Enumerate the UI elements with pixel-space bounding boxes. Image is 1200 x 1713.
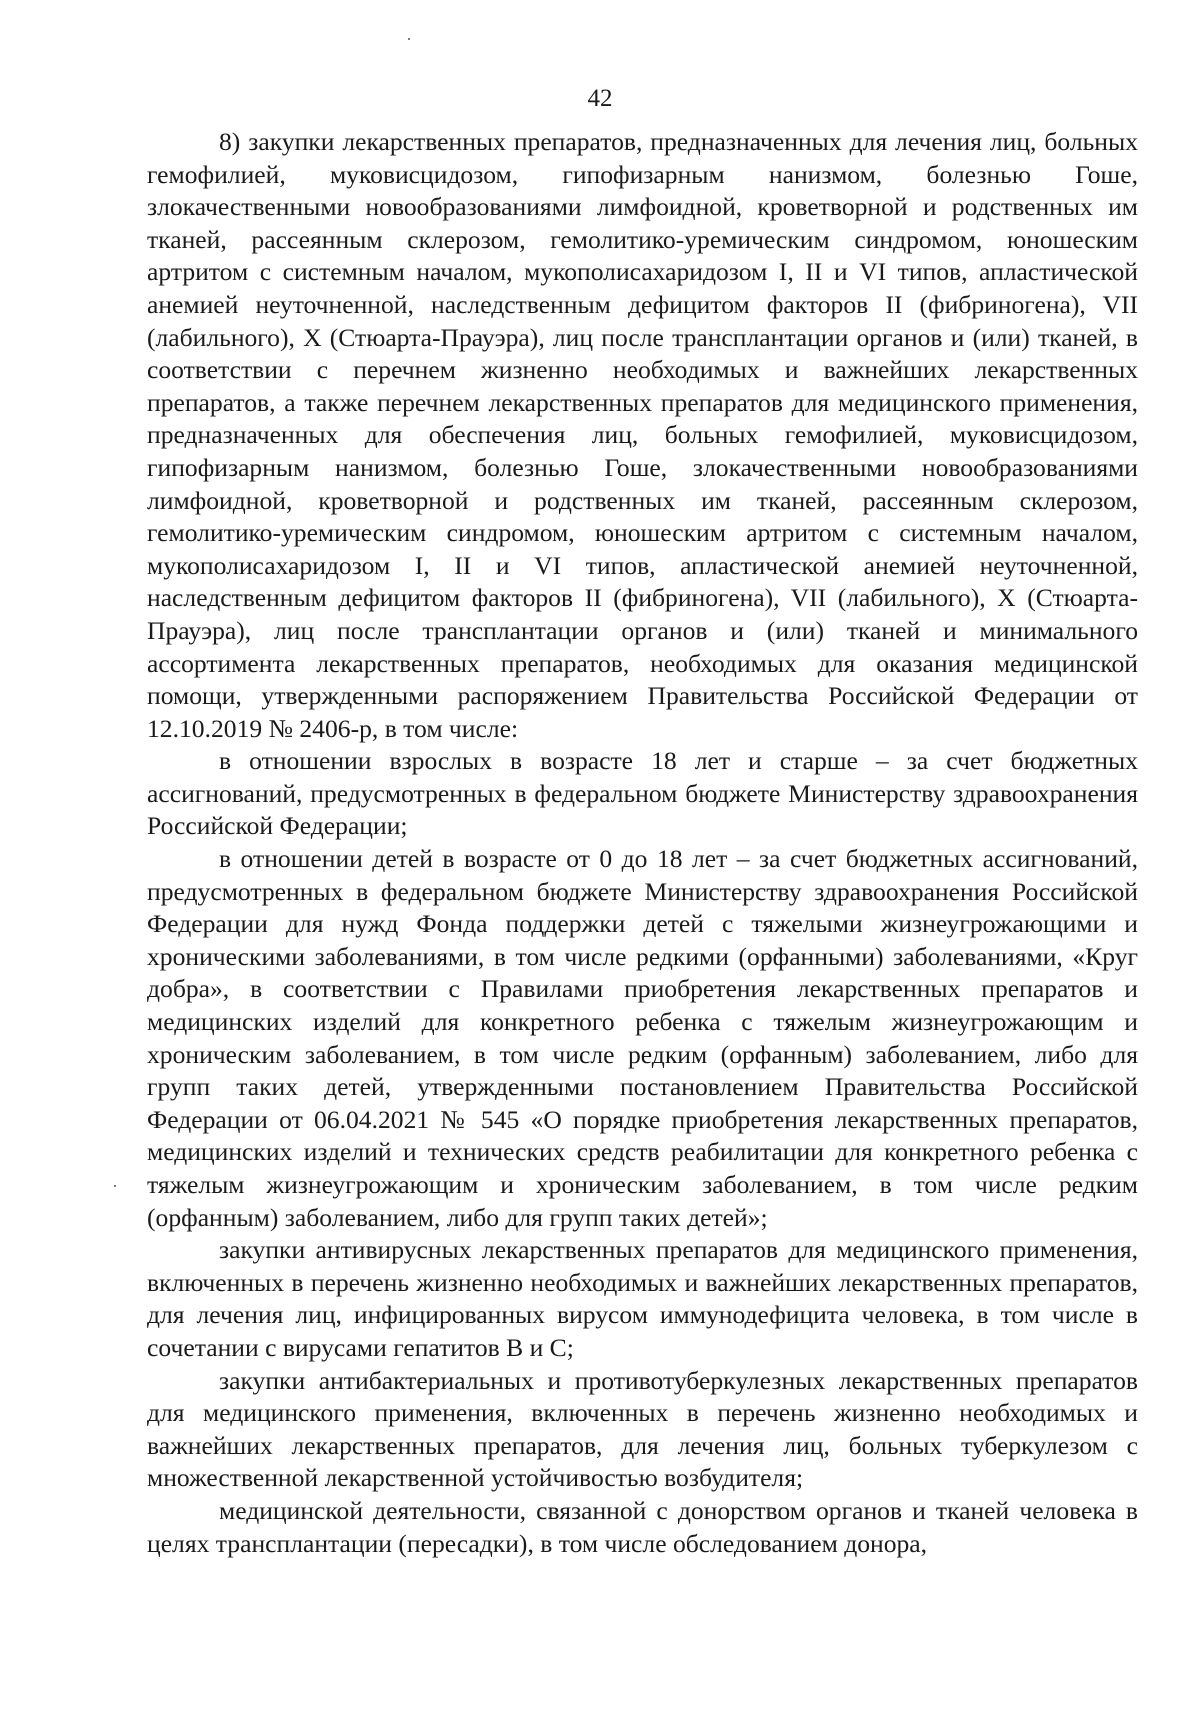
scan-speck — [114, 1185, 116, 1187]
scan-speck — [408, 38, 410, 40]
paragraph: в отношении детей в возрасте от 0 до 18 лет – за счет бюджетных ассигнований, предусмотренных в федеральном бюджете Министерству здравоохранения Российской Федерации для нужд Фонда поддержки детей с тяжелыми жизнеугрожающими и хроническими заболеваниями, в том числе редкими (орфанными) заболеваниями, «Круг добра», в соответствии с Правилами приобретения лекарственных препаратов и медицинских изделий для конкретного ребенка с тяжелым жизнеугрожающим и хроническим заболеванием, в том числе редким (орфанным) заболеванием, либо для групп таких детей, утвержденными постановлением Правительства Российской Федерации от 06.04.2021 № 545 «О порядке приобретения лекарственных препаратов, медицинских изделий и технических средств реабилитации для конкретного ребенка с тяжелым жизнеугрожающим и хроническим заболеванием, в том числе редким (орфанным) заболеванием, либо для групп таких детей»; — [147, 844, 1138, 1232]
paragraph: медицинской деятельности, связанной с донорством органов и тканей человека в целях трансплантации (пересадки), в том числе обследованием донора, — [147, 1495, 1138, 1558]
paragraph: закупки антивирусных лекарственных препаратов для медицинского применения, включенных в перечень жизненно необходимых и важнейших лекарственных препаратов, для лечения лиц, инфицированных вирусом иммунодефицита человека, в том числе в сочетании с вирусами гепатитов B и C; — [147, 1235, 1138, 1362]
page-number: 42 — [587, 85, 613, 112]
paragraph: в отношении взрослых в возрасте 18 лет и старше – за счет бюджетных ассигнований, предусмотренных в федеральном бюджете Министерству здравоохранения Российской Федерации; — [147, 746, 1138, 841]
paragraph: 8) закупки лекарственных препаратов, предназначенных для лечения лиц, больных гемофилией, муковисцидозом, гипофизарным нанизмом, болезнью Гоше, злокачественными новообразованиями лимфоидной, кроветворной и родственных им тканей, рассеянным склерозом, гемолитико-уремическим синдромом, юношеским артритом с системным началом, мукополисахаридозом I, II и VI типов, апластической анемией неуточненной, наследственным дефицитом факторов II (фибриногена), VII (лабильного), X (Стюарта-Прауэра), лиц после трансплантации органов и (или) тканей, в соответствии с перечнем жизненно необходимых и важнейших лекарственных препаратов, а также перечнем лекарственных препаратов для медицинского применения, предназначенных для обеспечения лиц, больных гемофилией, муковисцидозом, гипофизарным нанизмом, болезнью Гоше, злокачественными новообразованиями лимфоидной, кроветворной и родственных им тканей, рассеянным склерозом, гемолитико-уремическим синдромом, юношеским артритом с системным началом, мукополисахаридозом I, II и VI типов, апластической анемией неуточненной, наследственным дефицитом факторов II (фибриногена), VII (лабильного), X (Стюарта-Прауэра), лиц после трансплантации органов и (или) тканей и минимального ассортимента лекарственных препаратов, необходимых для оказания медицинской помощи, утвержденными распоряжением Правительства Российской Федерации от 12.10.2019 № 2406-р, в том числе: — [147, 127, 1138, 743]
paragraph: закупки антибактериальных и противотуберкулезных лекарственных препаратов для медицинского применения, включенных в перечень жизненно необходимых и важнейших лекарственных препаратов, для лечения лиц, больных туберкулезом с множественной лекарственной устойчивостью возбудителя; — [147, 1365, 1138, 1493]
document-body — [147, 126, 1138, 1560]
